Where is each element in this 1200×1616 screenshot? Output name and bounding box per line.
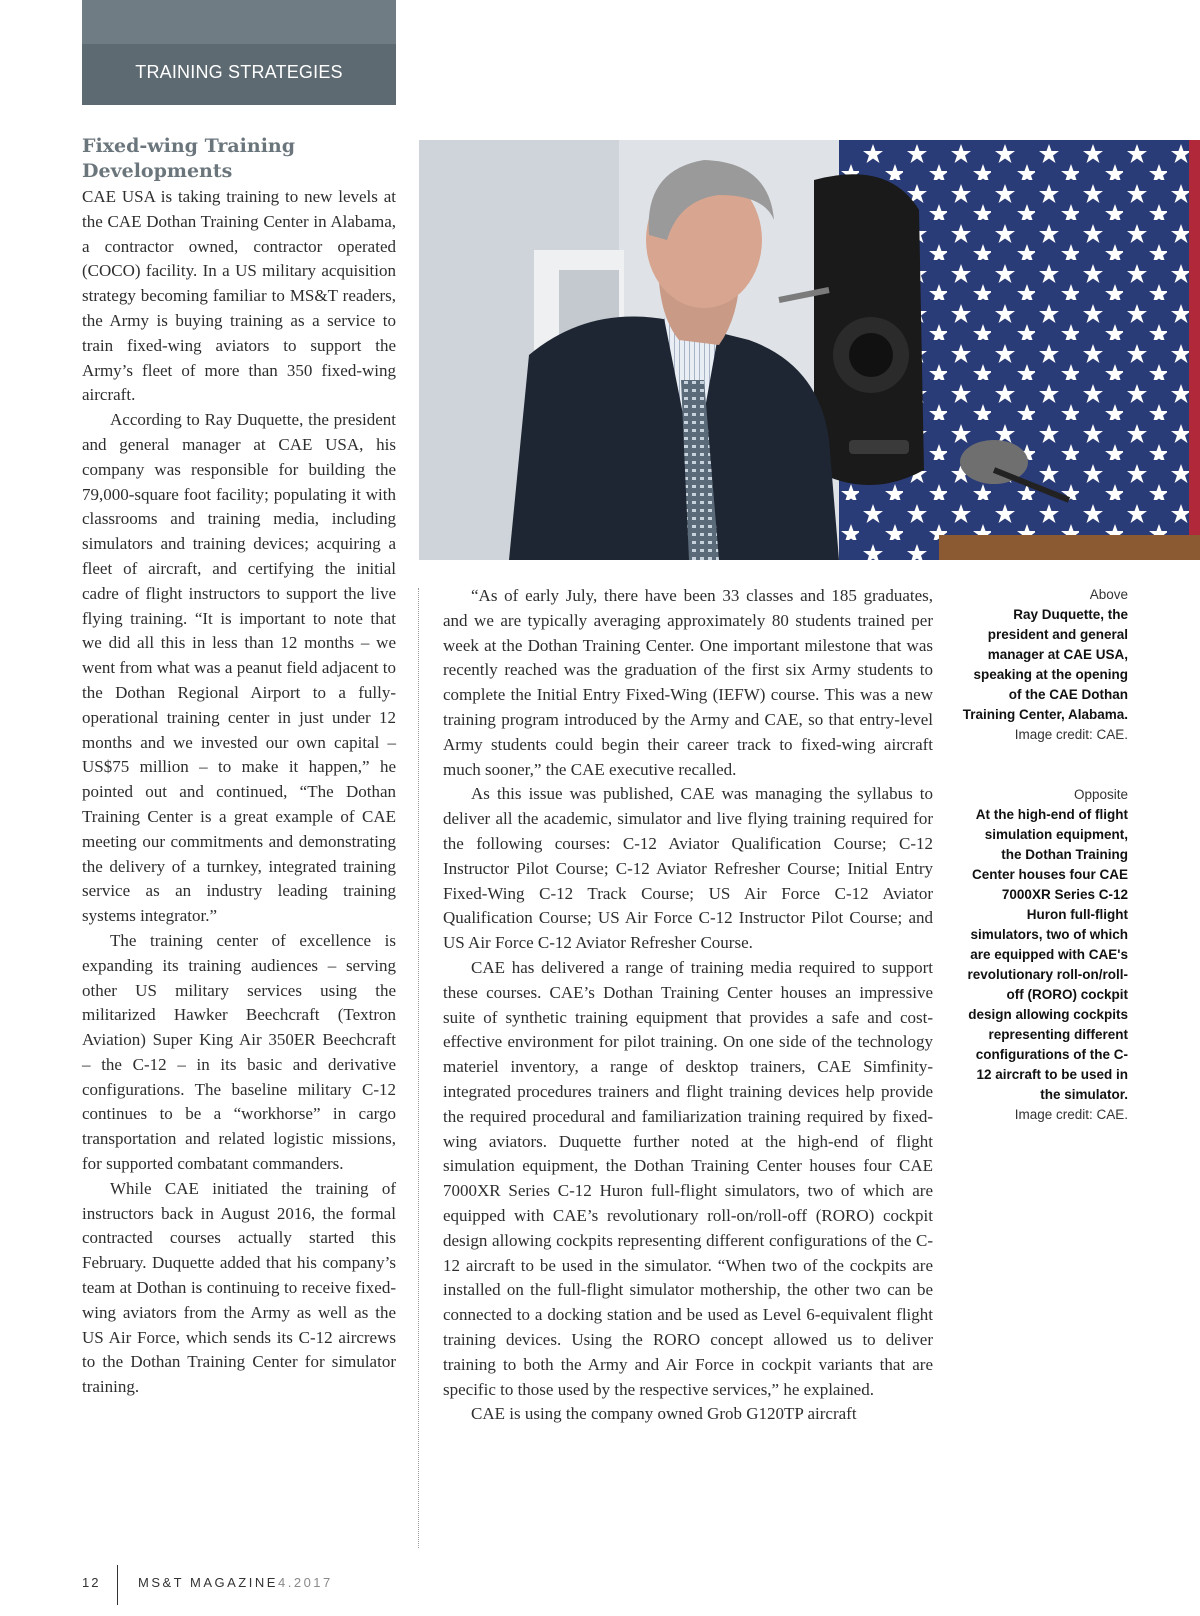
paragraph: CAE is using the company owned Grob G120TP aircraft bbox=[471, 1404, 857, 1424]
paragraph: CAE USA is taking training to new levels at the CAE Dothan Training Center in Alabama, a contractor owned, contractor operated (COCO) facility. In a US military acquisition strategy becoming familiar to MS&T readers, the Army is buying training as a service to train fixed-wing aviators to support the Army’s fleet of more than 350 fixed-wing aircraft. bbox=[82, 187, 396, 405]
paragraph: As this issue was published, CAE was managing the syllabus to deliver all the academic, simulator and live flying training required for the following courses: C-12 Aviator Qualification Course; C-12 Instructor Pilot Course; C-12 Aviator Refresher Course; Initial Entry Fixed-Wing C-12 Track Course; US Air Force C-12 Aviator Qualification Course; US Air Force C-12 Instructor Pilot Course; and US Air Force C-12 Aviator Refresher Course. bbox=[443, 784, 933, 953]
paragraph: While CAE initiated the training of instructors back in August 2016, the formal contracted courses actually started this February. Duquette added that his company’s team at Dothan is continuing to receive fixed-wing aviators from the Army as well as the US Air Force, which sends its C-12 aircrews to the Dothan Training Center for simulator training. bbox=[82, 1178, 396, 1397]
left-column bbox=[82, 185, 396, 1400]
section-tab-top bbox=[82, 0, 396, 44]
caption-credit: Image credit: CAE. bbox=[1014, 1107, 1128, 1122]
caption-above bbox=[962, 585, 1128, 745]
middle-column bbox=[443, 584, 933, 1427]
caption-text: At the high-end of flight simulation equipment, the Dothan Training Center houses four CAE 7000XR Series C-12 Huron full-flight simulators, two of which are equipped with CAE's revolutionary roll-on/roll-off (RORO) cockpit design allowing cockpits representing different configurations of the C-12 aircraft to be used in the simulator. bbox=[967, 807, 1128, 1102]
caption-label: Opposite bbox=[1073, 787, 1128, 802]
footer-divider bbox=[117, 1565, 118, 1605]
speaker-photo bbox=[419, 140, 1200, 560]
caption-opposite bbox=[962, 785, 1128, 1125]
paragraph: The training center of excellence is expanding its training audiences – serving other US military services using the militarized Hawker Beechcraft (Textron Aviation) Super King Air 350ER Beechcraft – the C-12 – in its basic and derivative configurations. The baseline military C-12 continues to be a “workhorse” in cargo transportation and related logistic missions, for supported combatant commanders. bbox=[82, 930, 396, 1174]
magazine-name: MS&T MAGAZINE bbox=[138, 1575, 278, 1590]
caption-text: Ray Duquette, the president and general manager at CAE USA, speaking at the opening of the CAE Dothan Training Center, Alabama. bbox=[962, 607, 1128, 722]
paragraph: CAE has delivered a range of training media required to support these courses. CAE’s Dothan Training Center houses an impressive suite of synthetic training equipment that provides a safe and cost-effective environment for pilot training. On one side of the technology materiel inventory, a range of desktop trainers, CAE Simfinity-integrated procedures trainers and flight training devices help provide the required procedural and familiarization training required by fixed-wing aviators. Duquette further noted at the high-end of flight simulation equipment, the Dothan Training Center houses four CAE 7000XR Series C-12 Huron full-flight simulators, two of which are equipped with CAE’s revolutionary roll-on/roll-off (RORO) cockpit design allowing cockpits representing different configurations of the C-12 aircraft to be used in the simulator. “When two of the cockpits are installed on the full-flight simulator mothership, the other two can be connected to a docking station and be used as Level 6-equivalent flight training devices. Using the RORO concept allowed us to deliver training to both the Army and Air Force in cockpit variants that are specific to those used by the respective services,” he explained. bbox=[443, 957, 933, 1399]
caption-credit: Image credit: CAE. bbox=[1014, 727, 1128, 742]
issue-date: 4.2017 bbox=[278, 1575, 333, 1590]
column-divider bbox=[418, 588, 419, 1548]
paragraph: “As of early July, there have been 33 classes and 185 graduates, and we are typically averaging approximately 80 students trained per week at the Dothan Training Center. One important milestone that was recently reached was the graduation of the first six Army students to complete the Initial Entry Fixed-Wing (IEFW) course. This was a new training program introduced by the Army and CAE, so that entry-level Army students could begin their career track to fixed-wing aircraft much sooner,” the CAE executive recalled. bbox=[443, 586, 933, 779]
paragraph: According to Ray Duquette, the president and general manager at CAE USA, his company was responsible for building the 79,000-square foot facility; populating it with classrooms and training media, including simulators and training devices; acquiring a fleet of aircraft, and certifying the initial cadre of flight instructors to support the live flying training. “It is important to note that we did all this in less than 12 months – we went from what was a peanut field adjacent to the Dothan Regional Airport to a fully-operational training center in just under 12 months and we invested our own capital – US$75 million – to make it happen,” he pointed out and continued, “The Dothan Training Center is a great example of CAE meeting our commitments and demonstrating the delivery of a turnkey, integrated training service as an industry leading training systems integrator.” bbox=[82, 410, 396, 926]
page-footer bbox=[82, 1565, 982, 1605]
page-number: 12 bbox=[82, 1575, 101, 1590]
section-tab bbox=[82, 0, 396, 105]
article-heading: Fixed-wing Training Developments bbox=[82, 135, 296, 182]
caption-label: Above bbox=[1089, 587, 1128, 602]
section-label: TRAINING STRATEGIES bbox=[135, 62, 343, 82]
